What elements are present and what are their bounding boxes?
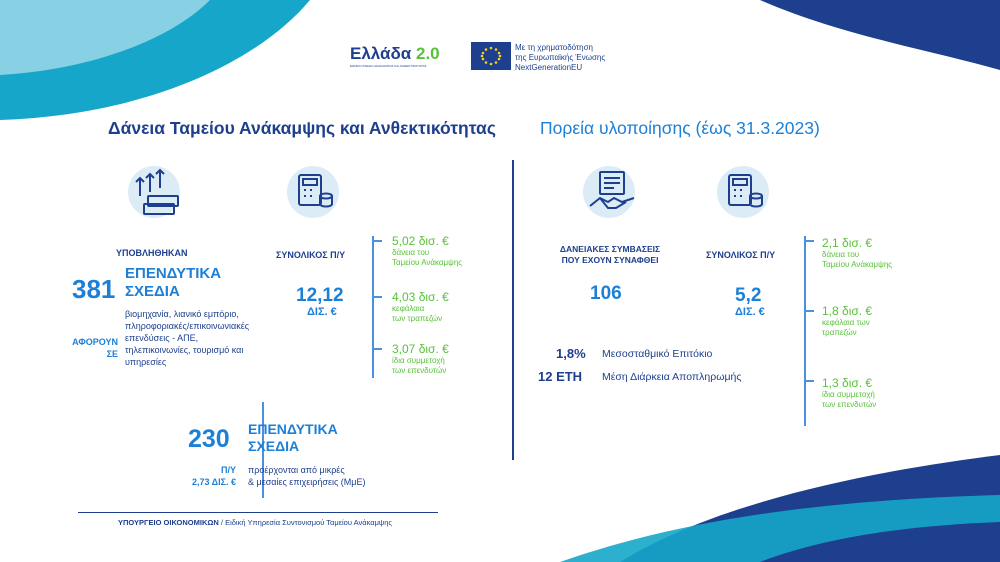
right-total-label: ΣΥΝΟΛΙΚΟΣ Π/Υ (706, 250, 776, 260)
duration-label: Μέση Διάρκεια Αποπληρωμής (602, 371, 742, 383)
footer-credit (118, 518, 392, 527)
calculator-coins-icon (296, 172, 336, 212)
left-total-unit: ΔΙΣ. € (307, 306, 337, 318)
right-breakdown-item-2 (822, 304, 872, 338)
plans-label-line-2: ΣΧΕΔΙΑ (125, 283, 180, 300)
left-total-value: 12,12 (296, 285, 344, 306)
sme-description (248, 464, 365, 488)
left-tick-3 (372, 348, 382, 350)
right-tick-1 (804, 240, 814, 242)
left-breakdown-value-3: 3,07 δισ. € (392, 342, 449, 356)
sme-plans-label (248, 421, 338, 455)
right-breakdown-item-1 (822, 236, 892, 270)
contracts-label (545, 244, 675, 266)
left-breakdown-item-2 (392, 290, 449, 324)
sme-plans-line-2: ΣΧΕΔΙΑ (248, 438, 300, 454)
left-breakdown-desc-2b: των τραπεζών (392, 314, 443, 323)
page-title: Δάνεια Ταμείου Ανάκαμψης και Ανθεκτικότητας (108, 118, 496, 138)
left-total-label: ΣΥΝΟΛΙΚΟΣ Π/Υ (276, 250, 346, 260)
logo-tagline: ΕΘΝΙΚΟ ΣΧΕΔΙΟ ΑΝΑΚΑΜΨΗΣ ΚΑΙ ΑΝΘΕΚΤΙΚΟΤΗΤΑΣ (350, 64, 427, 68)
right-breakdown-desc-3a: ίδια συμμετοχή (822, 390, 875, 399)
plans-label-line-1: ΕΠΕΝΔΥΤΙΚΑ (125, 265, 222, 282)
right-calculator-coins-icon (726, 172, 766, 212)
eu-flag-icon (471, 42, 511, 70)
rate-label: Μεσοσταθμικό Επιτόκιο (602, 348, 713, 360)
right-breakdown-desc-3b: των επενδυτών (822, 400, 877, 409)
submitted-plans-label (125, 265, 221, 301)
right-breakdown-desc-2a: κεφάλαια των (822, 318, 870, 327)
logo-version: 2.0 (416, 44, 440, 63)
footer-rule (78, 512, 438, 513)
left-breakdown-item-1 (392, 234, 462, 268)
greece-2-0-logo (350, 44, 470, 68)
right-breakdown-desc-1b: Ταμείου Ανάκαμψης (822, 260, 893, 269)
right-breakdown-value-3: 1,3 δισ. € (822, 376, 873, 390)
right-breakdown-item-3 (822, 376, 876, 410)
eu-stars-icon (471, 42, 511, 70)
concern-label (60, 336, 118, 360)
left-breakdown-desc-1a: δάνεια του (392, 248, 430, 257)
submitted-label: ΥΠΟΒΛΗΘΗΚΑΝ (116, 248, 188, 258)
right-breakdown-line (804, 236, 806, 426)
left-breakdown-value-2: 4,03 δισ. € (392, 290, 449, 304)
right-breakdown-desc-1a: δάνεια του (822, 250, 860, 259)
eu-line-1: Με τη χρηματοδότηση (515, 43, 593, 52)
concern-line-2: ΣΕ (106, 349, 118, 359)
contract-handshake-icon (586, 168, 642, 218)
eu-funding-text (515, 43, 605, 73)
sme-plans-line-1: ΕΠΕΝΔΥΤΙΚΑ (248, 421, 338, 437)
right-tick-2 (804, 310, 814, 312)
footer-ministry: ΥΠΟΥΡΓΕΙΟ ΟΙΚΟΝΟΜΙΚΩΝ (118, 518, 219, 527)
right-total-value: 5,2 (735, 285, 762, 306)
left-breakdown-desc-3b: των επενδυτών (392, 366, 447, 375)
left-tick-1 (372, 240, 382, 242)
contracts-label-line-1: ΔΑΝΕΙΑΚΕΣ ΣΥΜΒΑΣΕΙΣ (559, 244, 661, 254)
eu-line-3: NextGenerationEU (515, 63, 583, 72)
top-right-wave (760, 0, 1000, 70)
eu-line-2: της Ευρωπαϊκής Ένωσης (515, 53, 606, 62)
sme-desc-line-2: & μεσαίες επιχειρήσεις (ΜμΕ) (248, 477, 366, 487)
section-divider (512, 160, 514, 460)
submitted-count: 381 (72, 274, 116, 304)
rate-value: 1,8% (556, 346, 586, 361)
left-breakdown-item-3 (392, 342, 449, 376)
contracts-count: 106 (590, 283, 622, 304)
left-breakdown-desc-2a: κεφάλαια (392, 304, 425, 313)
right-breakdown-value-2: 1,8 δισ. € (822, 304, 873, 318)
logo-name: Ελλάδα (350, 44, 412, 63)
left-breakdown-desc-1b: Ταμείου Ανάκαμψης (392, 258, 463, 267)
page-subtitle: Πορεία υλοποίησης (έως 31.3.2023) (540, 118, 820, 138)
sectors-text: βιομηχανία, λιανικό εμπόριο, πληροφοριακές/επικοινωνιακές επενδύσεις - ΑΠΕ, τηλεπικοινωνίες, τουρισμό και υπηρεσίες (125, 309, 250, 367)
sme-count: 230 (188, 425, 230, 453)
footer-separator: / (220, 518, 223, 527)
sme-budget-value: 2,73 ΔΙΣ. € (191, 477, 236, 487)
right-total-unit: ΔΙΣ. € (735, 306, 765, 318)
right-breakdown-value-1: 2,1 δισ. € (822, 236, 873, 250)
sme-budget (170, 464, 236, 488)
left-breakdown-desc-3a: ίδια συμμετοχή (392, 356, 445, 365)
left-tick-2 (372, 296, 382, 298)
duration-value: 12 ΕΤΗ (538, 369, 583, 384)
footer-unit: Ειδική Υπηρεσία Συντονισμού Ταμείου Ανάκαμψης (225, 518, 393, 527)
left-breakdown-value-1: 5,02 δισ. € (392, 234, 449, 248)
sme-budget-label: Π/Υ (220, 465, 236, 475)
contracts-label-line-2: ΠΟΥ ΕΧΟΥΝ ΣΥΝΑΦΘΕΙ (561, 255, 659, 265)
right-breakdown-desc-2b: τραπεζών (822, 328, 857, 337)
left-breakdown-line (372, 236, 374, 378)
right-tick-3 (804, 380, 814, 382)
investment-growth-icon (130, 166, 192, 218)
sme-desc-line-1: προέρχονται από μικρές (248, 465, 345, 475)
concern-line-1: ΑΦΟΡΟΥΝ (72, 337, 118, 347)
